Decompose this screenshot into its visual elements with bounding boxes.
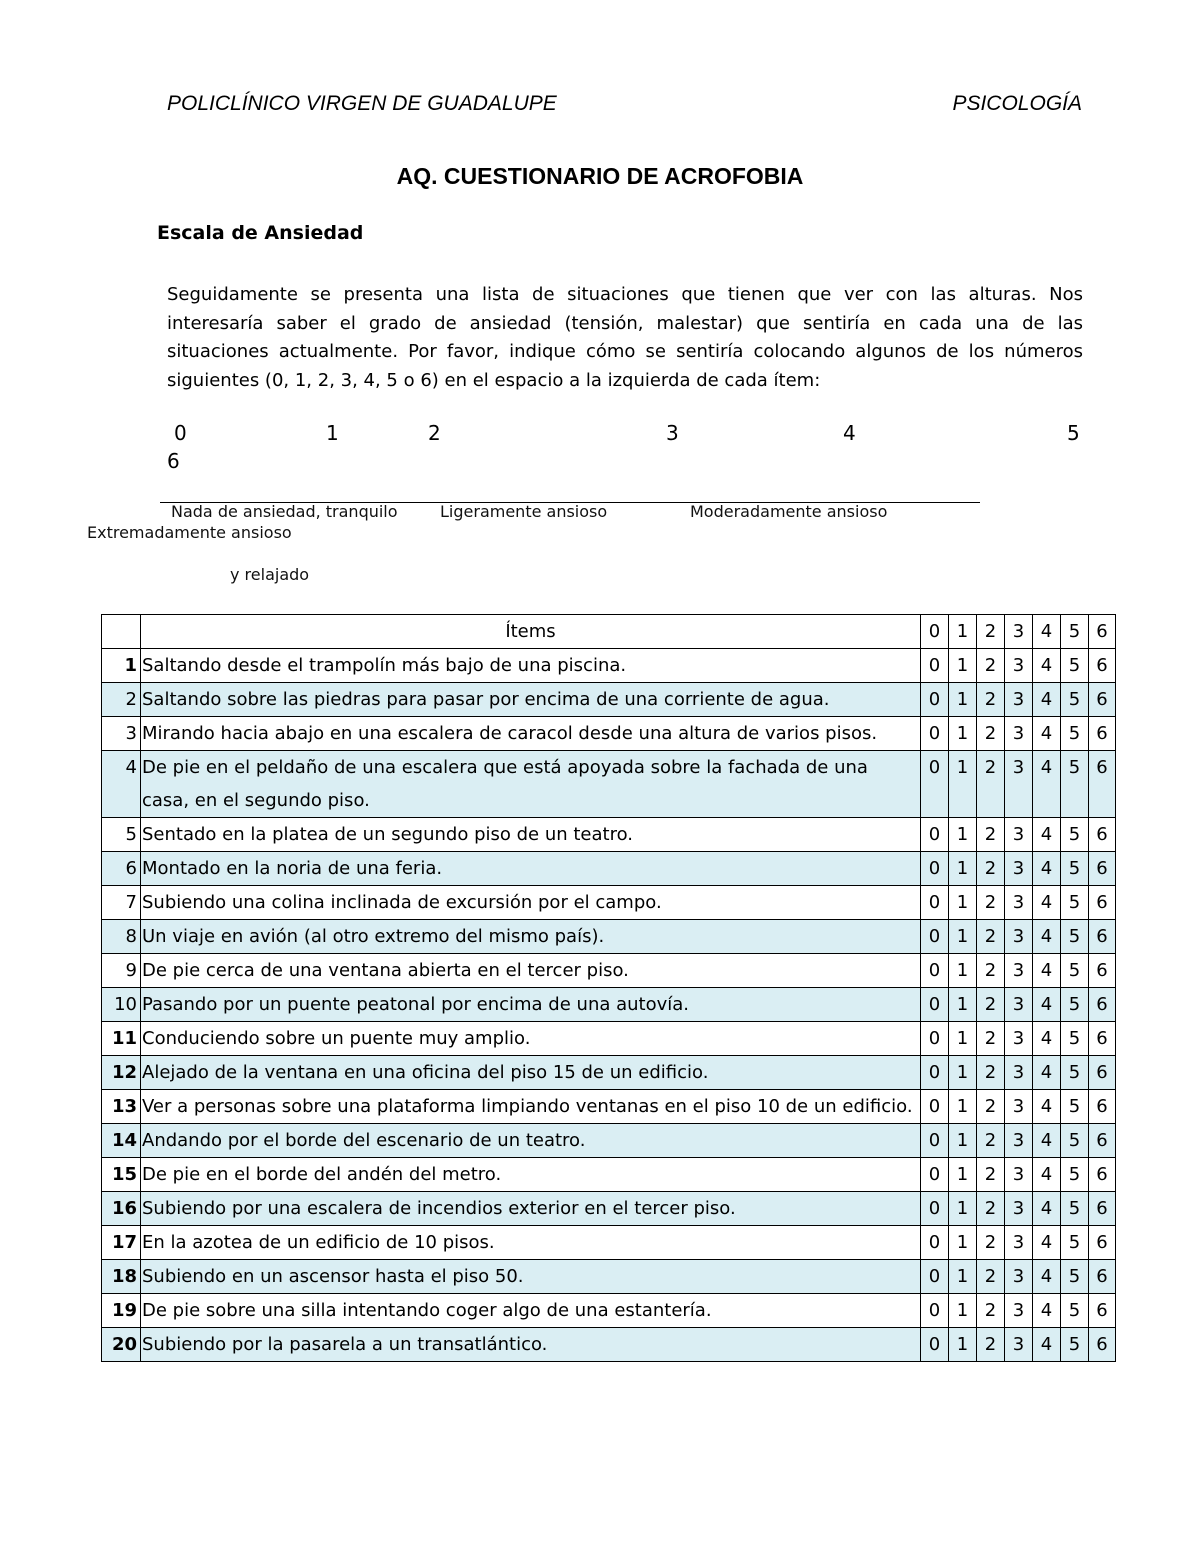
- score-option-2[interactable]: 2: [977, 1056, 1005, 1090]
- score-option-5[interactable]: 5: [1061, 886, 1089, 920]
- score-option-3[interactable]: 3: [1005, 920, 1033, 954]
- score-option-1[interactable]: 1: [949, 1192, 977, 1226]
- item-number: 7: [102, 886, 141, 920]
- score-option-6[interactable]: 6: [1089, 1056, 1116, 1090]
- score-option-0[interactable]: 0: [921, 717, 949, 751]
- table-row: [102, 1192, 1116, 1226]
- score-option-6[interactable]: 6: [1089, 649, 1116, 683]
- score-option-0[interactable]: 0: [921, 818, 949, 852]
- item-number: 13: [102, 1090, 141, 1124]
- instructions-paragraph: Seguidamente se presenta una lista de situaciones que tienen que ver con las alturas. Nos interesaría saber el grado de ansiedad (tensión, malestar) que sentiría en cada una de las situaciones actualmente. Por favor, indique cómo se sentiría colocando algunos de los números siguientes (0, 1, 2, 3, 4, 5 o 6) en el espacio a la izquierda de cada ítem:: [167, 284, 1083, 391]
- score-option-5[interactable]: 5: [1061, 1056, 1089, 1090]
- score-option-0[interactable]: 0: [921, 988, 949, 1022]
- table-row: [102, 649, 1116, 683]
- score-option-5[interactable]: 5: [1061, 1192, 1089, 1226]
- header-score-4: 4: [1033, 615, 1061, 649]
- score-option-1[interactable]: 1: [949, 1090, 977, 1124]
- item-number: 14: [102, 1124, 141, 1158]
- score-option-1[interactable]: 1: [949, 818, 977, 852]
- table-row: [102, 1022, 1116, 1056]
- score-option-5[interactable]: 5: [1061, 954, 1089, 988]
- table-row: [102, 1158, 1116, 1192]
- item-number: 9: [102, 954, 141, 988]
- item-text: Pasando por un puente peatonal por encima de una autovía.: [141, 988, 921, 1022]
- item-text: Saltando desde el trampolín más bajo de una piscina.: [141, 649, 921, 683]
- score-option-4[interactable]: 4: [1033, 886, 1061, 920]
- score-option-4[interactable]: 4: [1033, 1124, 1061, 1158]
- score-option-6[interactable]: 6: [1089, 1328, 1116, 1362]
- item-number: 2: [102, 683, 141, 717]
- score-option-4[interactable]: 4: [1033, 717, 1061, 751]
- score-option-0[interactable]: 0: [921, 1158, 949, 1192]
- score-option-6[interactable]: 6: [1089, 717, 1116, 751]
- table-row: [102, 954, 1116, 988]
- score-option-4[interactable]: 4: [1033, 1022, 1061, 1056]
- section-subtitle: Escala de Ansiedad: [157, 222, 364, 244]
- scale-label-none-continued: y relajado: [230, 565, 310, 584]
- score-option-0[interactable]: 0: [921, 920, 949, 954]
- item-text: Andando por el borde del escenario de un teatro.: [141, 1124, 921, 1158]
- score-option-3[interactable]: 3: [1005, 649, 1033, 683]
- score-option-2[interactable]: 2: [977, 717, 1005, 751]
- score-option-6[interactable]: 6: [1089, 988, 1116, 1022]
- score-option-3[interactable]: 3: [1005, 818, 1033, 852]
- score-option-3[interactable]: 3: [1005, 1192, 1033, 1226]
- score-option-4[interactable]: 4: [1033, 1056, 1061, 1090]
- scale-number-5: 5: [1067, 421, 1080, 445]
- item-number: 11: [102, 1022, 141, 1056]
- item-text: Ver a personas sobre una plataforma limpiando ventanas en el piso 10 de un edificio.: [141, 1090, 921, 1124]
- score-option-1[interactable]: 1: [949, 1226, 977, 1260]
- score-option-4[interactable]: 4: [1033, 1090, 1061, 1124]
- item-text: Subiendo por la pasarela a un transatlántico.: [141, 1328, 921, 1362]
- score-option-1[interactable]: 1: [949, 649, 977, 683]
- score-option-5[interactable]: 5: [1061, 1328, 1089, 1362]
- scale-label-none: Nada de ansiedad, tranquilo: [171, 502, 398, 521]
- score-option-5[interactable]: 5: [1061, 1294, 1089, 1328]
- score-option-6[interactable]: 6: [1089, 1260, 1116, 1294]
- score-option-2[interactable]: 2: [977, 751, 1005, 818]
- score-option-1[interactable]: 1: [949, 717, 977, 751]
- score-option-6[interactable]: 6: [1089, 852, 1116, 886]
- item-number: 10: [102, 988, 141, 1022]
- item-text: En la azotea de un edificio de 10 pisos.: [141, 1226, 921, 1260]
- score-option-1[interactable]: 1: [949, 886, 977, 920]
- score-option-2[interactable]: 2: [977, 988, 1005, 1022]
- table-row: [102, 818, 1116, 852]
- score-option-3[interactable]: 3: [1005, 1226, 1033, 1260]
- score-option-6[interactable]: 6: [1089, 683, 1116, 717]
- score-option-4[interactable]: 4: [1033, 920, 1061, 954]
- score-option-3[interactable]: 3: [1005, 1294, 1033, 1328]
- score-option-2[interactable]: 2: [977, 1226, 1005, 1260]
- score-option-5[interactable]: 5: [1061, 988, 1089, 1022]
- score-option-0[interactable]: 0: [921, 1294, 949, 1328]
- score-option-1[interactable]: 1: [949, 1056, 977, 1090]
- table-row: [102, 1260, 1116, 1294]
- score-option-1[interactable]: 1: [949, 1158, 977, 1192]
- score-option-0[interactable]: 0: [921, 1022, 949, 1056]
- score-option-2[interactable]: 2: [977, 954, 1005, 988]
- item-text: Subiendo una colina inclinada de excursión por el campo.: [141, 886, 921, 920]
- score-option-0[interactable]: 0: [921, 886, 949, 920]
- item-number: 16: [102, 1192, 141, 1226]
- score-option-6[interactable]: 6: [1089, 1294, 1116, 1328]
- score-option-4[interactable]: 4: [1033, 1226, 1061, 1260]
- score-option-0[interactable]: 0: [921, 954, 949, 988]
- table-row: [102, 920, 1116, 954]
- table-row: [102, 751, 1116, 818]
- score-option-6[interactable]: 6: [1089, 920, 1116, 954]
- score-option-2[interactable]: 2: [977, 818, 1005, 852]
- score-option-2[interactable]: 2: [977, 1260, 1005, 1294]
- score-option-4[interactable]: 4: [1033, 988, 1061, 1022]
- scale-label-extreme: Extremadamente ansioso: [87, 523, 292, 542]
- score-option-2[interactable]: 2: [977, 1124, 1005, 1158]
- document-title: AQ. CUESTIONARIO DE ACROFOBIA: [396, 163, 804, 189]
- table-row: [102, 1124, 1116, 1158]
- score-option-3[interactable]: 3: [1005, 1158, 1033, 1192]
- header-score-3: 3: [1005, 615, 1033, 649]
- item-text: Saltando sobre las piedras para pasar por encima de una corriente de agua.: [141, 683, 921, 717]
- score-option-5[interactable]: 5: [1061, 852, 1089, 886]
- table-row: [102, 683, 1116, 717]
- score-option-4[interactable]: 4: [1033, 751, 1061, 818]
- score-option-0[interactable]: 0: [921, 1328, 949, 1362]
- score-option-5[interactable]: 5: [1061, 1158, 1089, 1192]
- header-num-cell: [102, 615, 141, 649]
- score-option-4[interactable]: 4: [1033, 1294, 1061, 1328]
- score-option-1[interactable]: 1: [949, 920, 977, 954]
- score-option-5[interactable]: 5: [1061, 1124, 1089, 1158]
- score-option-2[interactable]: 2: [977, 1022, 1005, 1056]
- score-option-5[interactable]: 5: [1061, 1260, 1089, 1294]
- item-text: De pie en el borde del andén del metro.: [141, 1158, 921, 1192]
- score-option-0[interactable]: 0: [921, 1192, 949, 1226]
- scale-number-6: 6: [167, 449, 180, 473]
- scale-number-4: 4: [843, 421, 856, 445]
- score-option-4[interactable]: 4: [1033, 1260, 1061, 1294]
- score-option-5[interactable]: 5: [1061, 1022, 1089, 1056]
- table-row: [102, 1328, 1116, 1362]
- score-option-0[interactable]: 0: [921, 852, 949, 886]
- score-option-5[interactable]: 5: [1061, 920, 1089, 954]
- item-number: 19: [102, 1294, 141, 1328]
- scale-number-0: 0: [174, 421, 187, 445]
- item-number: 12: [102, 1056, 141, 1090]
- score-option-2[interactable]: 2: [977, 649, 1005, 683]
- score-option-6[interactable]: 6: [1089, 1022, 1116, 1056]
- score-option-6[interactable]: 6: [1089, 818, 1116, 852]
- header-items-cell: Ítems: [141, 615, 921, 649]
- score-option-1[interactable]: 1: [949, 852, 977, 886]
- score-option-0[interactable]: 0: [921, 1226, 949, 1260]
- score-option-0[interactable]: 0: [921, 683, 949, 717]
- score-option-2[interactable]: 2: [977, 886, 1005, 920]
- score-option-1[interactable]: 1: [949, 683, 977, 717]
- score-option-2[interactable]: 2: [977, 683, 1005, 717]
- item-number: 3: [102, 717, 141, 751]
- score-option-4[interactable]: 4: [1033, 649, 1061, 683]
- header-score-1: 1: [949, 615, 977, 649]
- score-option-1[interactable]: 1: [949, 988, 977, 1022]
- score-option-5[interactable]: 5: [1061, 717, 1089, 751]
- score-option-6[interactable]: 6: [1089, 1192, 1116, 1226]
- score-option-2[interactable]: 2: [977, 1158, 1005, 1192]
- item-number: 17: [102, 1226, 141, 1260]
- item-text: Montado en la noria de una feria.: [141, 852, 921, 886]
- score-option-1[interactable]: 1: [949, 1294, 977, 1328]
- score-option-2[interactable]: 2: [977, 1294, 1005, 1328]
- score-option-1[interactable]: 1: [949, 954, 977, 988]
- item-number: 5: [102, 818, 141, 852]
- table-row: [102, 988, 1116, 1022]
- scale-number-2: 2: [428, 421, 441, 445]
- header-department: PSICOLOGÍA: [952, 92, 1082, 115]
- score-option-6[interactable]: 6: [1089, 1090, 1116, 1124]
- scale-number-1: 1: [326, 421, 339, 445]
- item-number: 15: [102, 1158, 141, 1192]
- score-option-5[interactable]: 5: [1061, 818, 1089, 852]
- score-option-0[interactable]: 0: [921, 1124, 949, 1158]
- score-option-0[interactable]: 0: [921, 751, 949, 818]
- score-option-3[interactable]: 3: [1005, 1124, 1033, 1158]
- score-option-2[interactable]: 2: [977, 1192, 1005, 1226]
- score-option-1[interactable]: 1: [949, 751, 977, 818]
- item-text: De pie cerca de una ventana abierta en el tercer piso.: [141, 954, 921, 988]
- score-option-2[interactable]: 2: [977, 852, 1005, 886]
- table-row: [102, 852, 1116, 886]
- score-option-3[interactable]: 3: [1005, 751, 1033, 818]
- score-option-3[interactable]: 3: [1005, 1090, 1033, 1124]
- score-option-6[interactable]: 6: [1089, 1158, 1116, 1192]
- scale-label-moderate: Moderadamente ansioso: [690, 502, 888, 521]
- score-option-4[interactable]: 4: [1033, 818, 1061, 852]
- score-option-3[interactable]: 3: [1005, 988, 1033, 1022]
- item-number: 6: [102, 852, 141, 886]
- score-option-3[interactable]: 3: [1005, 852, 1033, 886]
- score-option-6[interactable]: 6: [1089, 751, 1116, 818]
- score-option-5[interactable]: 5: [1061, 683, 1089, 717]
- score-option-3[interactable]: 3: [1005, 1260, 1033, 1294]
- header-score-5: 5: [1061, 615, 1089, 649]
- score-option-1[interactable]: 1: [949, 1260, 977, 1294]
- score-option-3[interactable]: 3: [1005, 1056, 1033, 1090]
- score-option-4[interactable]: 4: [1033, 1192, 1061, 1226]
- score-option-4[interactable]: 4: [1033, 1158, 1061, 1192]
- scale-number-3: 3: [666, 421, 679, 445]
- score-option-4[interactable]: 4: [1033, 683, 1061, 717]
- score-option-5[interactable]: 5: [1061, 1090, 1089, 1124]
- item-text: De pie en el peldaño de una escalera que está apoyada sobre la fachada de una casa, en el segundo piso.: [141, 751, 921, 818]
- item-text: Sentado en la platea de un segundo piso de un teatro.: [141, 818, 921, 852]
- score-option-6[interactable]: 6: [1089, 954, 1116, 988]
- score-option-3[interactable]: 3: [1005, 717, 1033, 751]
- table-header-row: [102, 615, 1116, 649]
- item-text: Alejado de la ventana en una oficina del piso 15 de un edificio.: [141, 1056, 921, 1090]
- score-option-6[interactable]: 6: [1089, 886, 1116, 920]
- header-score-2: 2: [977, 615, 1005, 649]
- score-option-0[interactable]: 0: [921, 649, 949, 683]
- score-option-2[interactable]: 2: [977, 1328, 1005, 1362]
- score-option-6[interactable]: 6: [1089, 1124, 1116, 1158]
- score-option-0[interactable]: 0: [921, 1260, 949, 1294]
- item-text: Subiendo en un ascensor hasta el piso 50.: [141, 1260, 921, 1294]
- table-row: [102, 1056, 1116, 1090]
- table-row: [102, 1226, 1116, 1260]
- score-option-6[interactable]: 6: [1089, 1226, 1116, 1260]
- score-option-1[interactable]: 1: [949, 1124, 977, 1158]
- header-score-6: 6: [1089, 615, 1116, 649]
- score-option-4[interactable]: 4: [1033, 852, 1061, 886]
- items-table: [101, 614, 1116, 1362]
- item-text: Conduciendo sobre un puente muy amplio.: [141, 1022, 921, 1056]
- score-option-3[interactable]: 3: [1005, 1022, 1033, 1056]
- score-option-5[interactable]: 5: [1061, 751, 1089, 818]
- item-text: Subiendo por una escalera de incendios exterior en el tercer piso.: [141, 1192, 921, 1226]
- score-option-0[interactable]: 0: [921, 1056, 949, 1090]
- score-option-2[interactable]: 2: [977, 1090, 1005, 1124]
- item-text: Un viaje en avión (al otro extremo del mismo país).: [141, 920, 921, 954]
- header-clinic-name: POLICLÍNICO VIRGEN DE GUADALUPE: [167, 92, 557, 115]
- score-option-4[interactable]: 4: [1033, 954, 1061, 988]
- score-option-5[interactable]: 5: [1061, 1226, 1089, 1260]
- header-score-0: 0: [921, 615, 949, 649]
- table-row: [102, 886, 1116, 920]
- item-number: 8: [102, 920, 141, 954]
- score-option-3[interactable]: 3: [1005, 1328, 1033, 1362]
- table-row: [102, 717, 1116, 751]
- score-option-3[interactable]: 3: [1005, 954, 1033, 988]
- item-number: 18: [102, 1260, 141, 1294]
- score-option-4[interactable]: 4: [1033, 1328, 1061, 1362]
- score-option-1[interactable]: 1: [949, 1328, 977, 1362]
- score-option-0[interactable]: 0: [921, 1090, 949, 1124]
- score-option-2[interactable]: 2: [977, 920, 1005, 954]
- item-text: De pie sobre una silla intentando coger algo de una estantería.: [141, 1294, 921, 1328]
- item-number: 20: [102, 1328, 141, 1362]
- table-row: [102, 1090, 1116, 1124]
- score-option-3[interactable]: 3: [1005, 683, 1033, 717]
- table-row: [102, 1294, 1116, 1328]
- item-number: 4: [102, 751, 141, 818]
- scale-label-slight: Ligeramente ansioso: [440, 502, 608, 521]
- score-option-1[interactable]: 1: [949, 1022, 977, 1056]
- score-option-3[interactable]: 3: [1005, 886, 1033, 920]
- item-text: Mirando hacia abajo en una escalera de caracol desde una altura de varios pisos.: [141, 717, 921, 751]
- item-number: 1: [102, 649, 141, 683]
- score-option-5[interactable]: 5: [1061, 649, 1089, 683]
